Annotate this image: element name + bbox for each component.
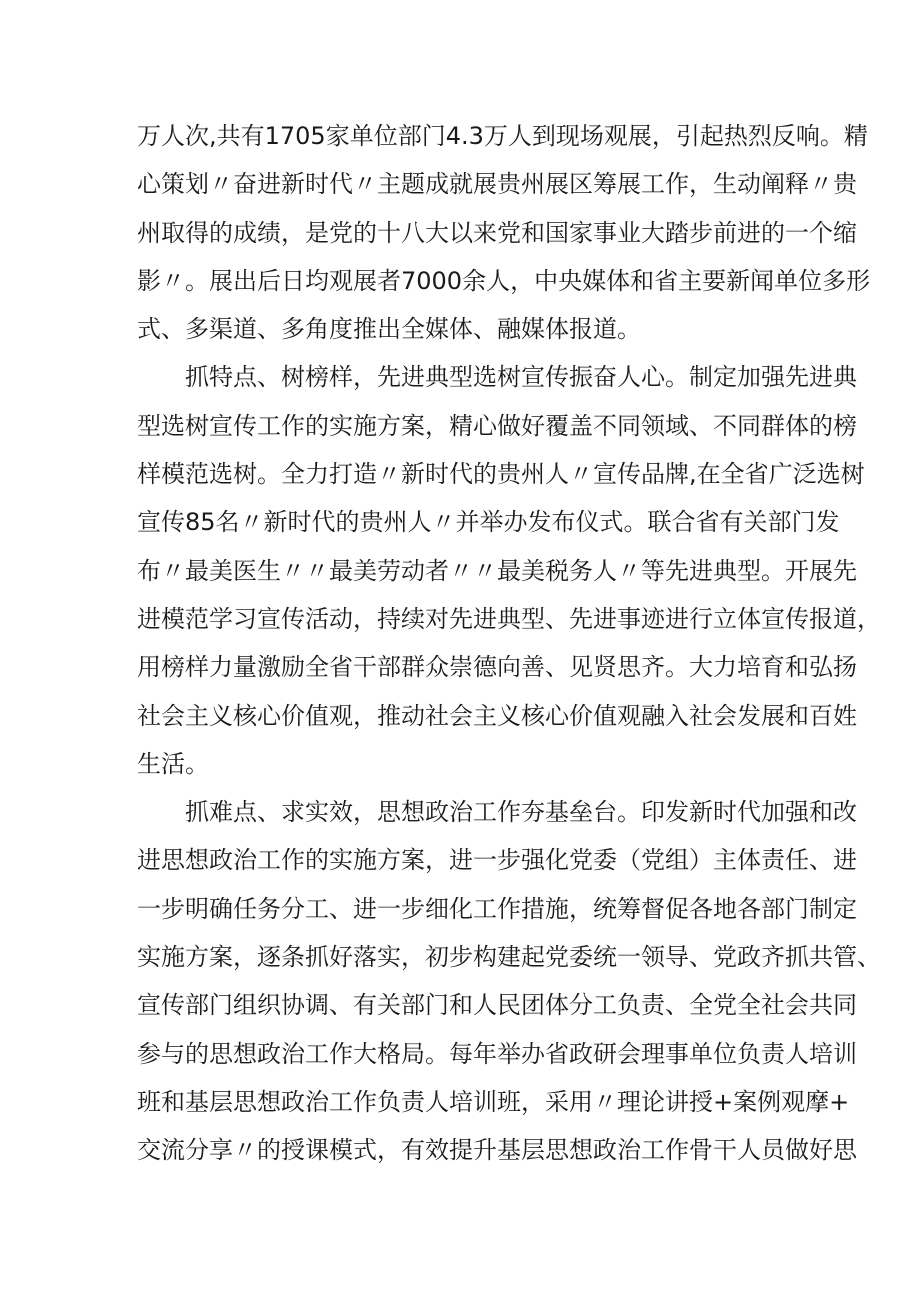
paragraph-role-models	[137, 353, 881, 788]
text-line: 生活。	[137, 749, 209, 778]
text-line: 宣传85名〃新时代的贵州人〃并举办发布仪式。联合省有关部门发	[137, 508, 840, 537]
text-line: 进模范学习宣传活动，持续对先进典型、先进事迹进行立体宣传报道，	[137, 604, 881, 633]
text-line: 进思想政治工作的实施方案，进一步强化党委（党组）主体责任、进	[137, 846, 857, 875]
text-line: 万人次,共有1705家单位部门4.3万人到现场观展，引起热烈反响。精	[137, 122, 868, 150]
text-line: 心策划〃奋进新时代〃主题成就展贵州展区筹展工作，生动阐释〃贵	[137, 170, 857, 199]
text-line: 交流分享〃的授课模式，有效提升基层思想政治工作骨干人员做好思	[137, 1136, 857, 1165]
text-line: 式、多渠道、多角度推出全媒体、融媒体报道。	[137, 315, 641, 344]
text-line: 用榜样力量激励全省干部群众崇德向善、见贤思齐。大力培育和弘扬	[137, 653, 857, 682]
text-line: 影〃。展出后日均观展者7000余人，中央媒体和省主要新闻单位多形	[137, 266, 871, 295]
text-line: 州取得的成绩，是党的十八大以来党和国家事业大踏步前进的一个缩	[137, 218, 857, 247]
text-line: 型选树宣传工作的实施方案，精心做好覆盖不同领域、不同群体的榜	[137, 411, 857, 440]
text-line: 实施方案，逐条抓好落实，初步构建起党委统一领导、党政齐抓共管、	[137, 943, 881, 972]
text-line: 抓难点、求实效，思想政治工作夯基垒台。印发新时代加强和改	[137, 798, 857, 827]
text-line: 参与的思想政治工作大格局。每年举办省政研会理事单位负责人培训	[137, 1039, 857, 1068]
text-line: 布〃最美医生〃〃最美劳动者〃〃最美税务人〃等先进典型。开展先	[137, 556, 857, 585]
text-line: 宣传部门组织协调、有关部门和人民团体分工负责、全党全社会共同	[137, 991, 857, 1020]
text-line: 样模范选树。全力打造〃新时代的贵州人〃宣传品牌,在全省广泛选树	[137, 460, 865, 489]
text-line: 抓特点、树榜样，先进典型选树宣传振奋人心。制定加强先进典	[137, 363, 857, 392]
paragraph-ideological-work	[137, 788, 881, 1174]
text-line: 一步明确任务分工、进一步细化工作措施，统筹督促各地各部门制定	[137, 894, 857, 923]
text-line: 班和基层思想政治工作负责人培训班，采用〃理论讲授+案例观摩+	[137, 1087, 850, 1116]
paragraph-exhibition	[137, 112, 871, 353]
document-body	[137, 112, 881, 1175]
text-line: 社会主义核心价值观，推动社会主义核心价值观融入社会发展和百姓	[137, 701, 857, 730]
